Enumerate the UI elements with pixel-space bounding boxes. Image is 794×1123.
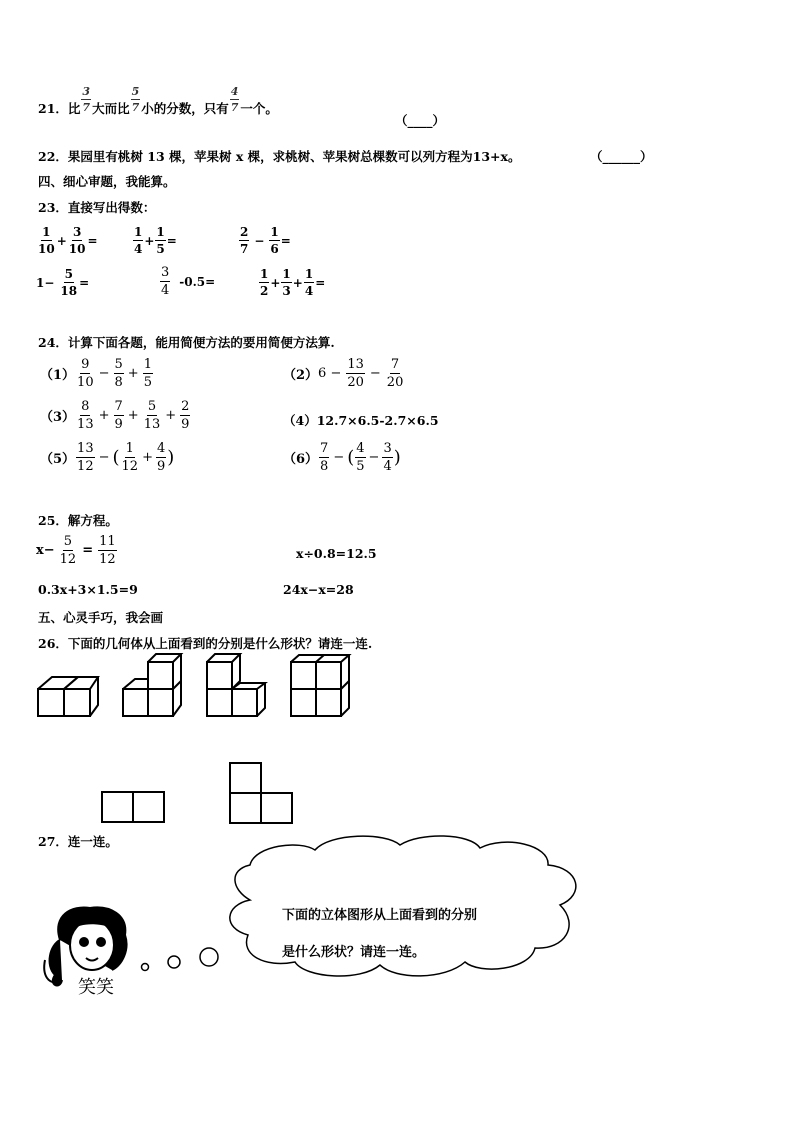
equals-sign: =: [166, 233, 177, 248]
equation-25-3: 0.3x+3×1.5=9: [38, 582, 138, 597]
solid-1[interactable]: [38, 677, 98, 716]
numerator: 7: [114, 399, 123, 414]
bubble-text-line-2: 是什么形状？请连一连。: [282, 945, 426, 960]
numerator: 1: [304, 267, 314, 281]
equation-25-2: x÷0.8=12.5: [296, 546, 377, 561]
denominator: 18: [60, 284, 78, 298]
denominator: 20: [347, 375, 364, 390]
equals-sign: =: [280, 233, 291, 248]
numerator: 1: [134, 225, 143, 239]
denominator: 9: [114, 417, 123, 432]
numerator: 2: [240, 225, 249, 239]
item-label: （3）: [40, 410, 76, 425]
denominator: 8: [114, 375, 123, 390]
equals-sign: =: [315, 275, 326, 290]
operator: 6 −: [318, 366, 342, 381]
denominator: 20: [386, 375, 404, 390]
numerator: 5: [131, 85, 140, 98]
denominator: 5: [156, 242, 165, 256]
operator: −: [98, 450, 110, 465]
item-label: （5）: [40, 452, 76, 467]
denominator: 4: [161, 283, 170, 298]
top-view-l-shape[interactable]: [230, 763, 292, 823]
denominator: 12: [59, 552, 77, 567]
solid-3[interactable]: [207, 654, 265, 716]
denominator: 9: [181, 417, 190, 432]
q21-text-4: 一个。: [240, 101, 278, 116]
numerator: 7: [390, 357, 400, 372]
numerator: 5: [147, 399, 157, 414]
bubble-text-line-1: 下面的立体图形从上面看到的分别: [282, 908, 478, 923]
denominator: 13: [143, 417, 161, 432]
operator: −: [333, 450, 345, 465]
denominator: 3: [282, 284, 291, 298]
operator: 1−: [36, 275, 55, 290]
item-label: （6）: [283, 452, 319, 467]
numerator: 9: [81, 357, 90, 372]
numerator: 1: [42, 225, 51, 239]
numerator: 5: [63, 534, 73, 549]
numerator: 2: [181, 399, 190, 414]
denominator: 10: [38, 242, 55, 256]
question-23-title: 23．直接写出得数：: [38, 200, 156, 215]
operator: +: [127, 366, 139, 381]
question-22: 22．果园里有桃树 13 棵，苹果树 x 棵，求桃树、苹果树总棵数可以列方程为13+x。: [38, 149, 521, 164]
solid-2[interactable]: [123, 654, 181, 716]
expr-24-4: （4）12.7×6.5-2.7×6.5: [283, 413, 439, 428]
numerator: 13: [77, 441, 94, 456]
q21-text-1: 比: [67, 101, 81, 116]
operator: +: [56, 233, 67, 248]
denominator: 5: [356, 459, 365, 474]
numerator: 3: [161, 265, 170, 280]
equals-sign: =: [79, 275, 90, 290]
operator: +: [142, 450, 153, 465]
numerator: 8: [81, 399, 90, 414]
operator: −: [98, 366, 110, 381]
question-24-title: 24．计算下面各题，能用简便方法的要用简便方法算.: [38, 335, 335, 350]
answer-blank[interactable]: （______）: [590, 149, 653, 164]
right-paren: ): [393, 447, 401, 468]
denominator: 2: [260, 284, 269, 298]
operator: −: [369, 366, 381, 381]
denominator: 13: [77, 417, 94, 432]
denominator: 5: [143, 375, 152, 390]
operator: +: [127, 408, 139, 423]
numerator: 1: [143, 357, 152, 372]
question-27-title: 27．连一连。: [38, 834, 118, 849]
left-paren: (: [347, 447, 355, 468]
operator: +: [144, 233, 155, 248]
numerator: 3: [82, 85, 91, 98]
q21-text-3: 小的分数，只有: [141, 101, 229, 116]
denominator: 12: [77, 459, 94, 474]
denominator: 7: [131, 101, 140, 114]
denominator: 12: [121, 459, 139, 474]
numerator: 7: [320, 441, 329, 456]
denominator: 4: [383, 459, 392, 474]
numerator: 1: [125, 441, 134, 456]
left-paren: (: [112, 447, 120, 468]
numerator: 5: [114, 357, 123, 372]
numerator: 5: [64, 267, 73, 281]
top-view-two-squares[interactable]: [102, 792, 164, 822]
solid-4[interactable]: [291, 655, 349, 716]
item-label: （2）: [283, 368, 319, 383]
denominator: 12: [99, 552, 116, 567]
operator: +: [165, 408, 177, 423]
denominator: 7: [240, 242, 249, 256]
denominator: 10: [68, 242, 86, 256]
numerator: 4: [356, 441, 365, 456]
operator: +: [292, 275, 303, 290]
operator: −: [368, 450, 380, 465]
numerator: 1: [156, 225, 165, 239]
operator: -0.5=: [179, 274, 216, 289]
question-25-title: 25．解方程。: [38, 513, 118, 528]
question-number: 21．: [38, 101, 68, 116]
denominator: 7: [230, 101, 239, 114]
operator: +: [98, 408, 110, 423]
operator: x−: [36, 543, 55, 558]
denominator: 9: [156, 459, 166, 474]
numerator: 4: [156, 441, 166, 456]
numerator: 1: [260, 267, 269, 281]
operator: +: [270, 275, 281, 290]
equals-sign: =: [82, 543, 94, 558]
numerator: 1: [282, 267, 291, 281]
section-heading: 五、心灵手巧，我会画: [38, 610, 164, 625]
numerator: 4: [230, 85, 239, 98]
denominator: 7: [82, 101, 91, 114]
girl-caption: 笑笑: [78, 977, 114, 998]
denominator: 8: [320, 459, 329, 474]
right-paren: ): [167, 447, 175, 468]
q21-text-2: 大而比: [92, 101, 130, 116]
denominator: 10: [77, 375, 94, 390]
answer-blank[interactable]: （____）: [395, 113, 446, 128]
denominator: 4: [304, 284, 314, 298]
equals-sign: =: [87, 233, 98, 248]
item-label: （1）: [40, 368, 76, 383]
denominator: 4: [134, 242, 143, 256]
equation-25-4: 24x−x=28: [283, 582, 354, 597]
numerator: 11: [99, 534, 116, 549]
section-heading: 四、细心审题，我能算。: [38, 174, 176, 189]
numerator: 1: [270, 225, 279, 239]
question-26-title: 26．下面的几何体从上面看到的分别是什么形状？请连一连.: [38, 636, 373, 651]
operator: −: [254, 233, 265, 248]
numerator: 3: [383, 441, 392, 456]
numerator: 13: [347, 357, 364, 372]
numerator: 3: [72, 225, 82, 239]
denominator: 6: [270, 242, 279, 256]
